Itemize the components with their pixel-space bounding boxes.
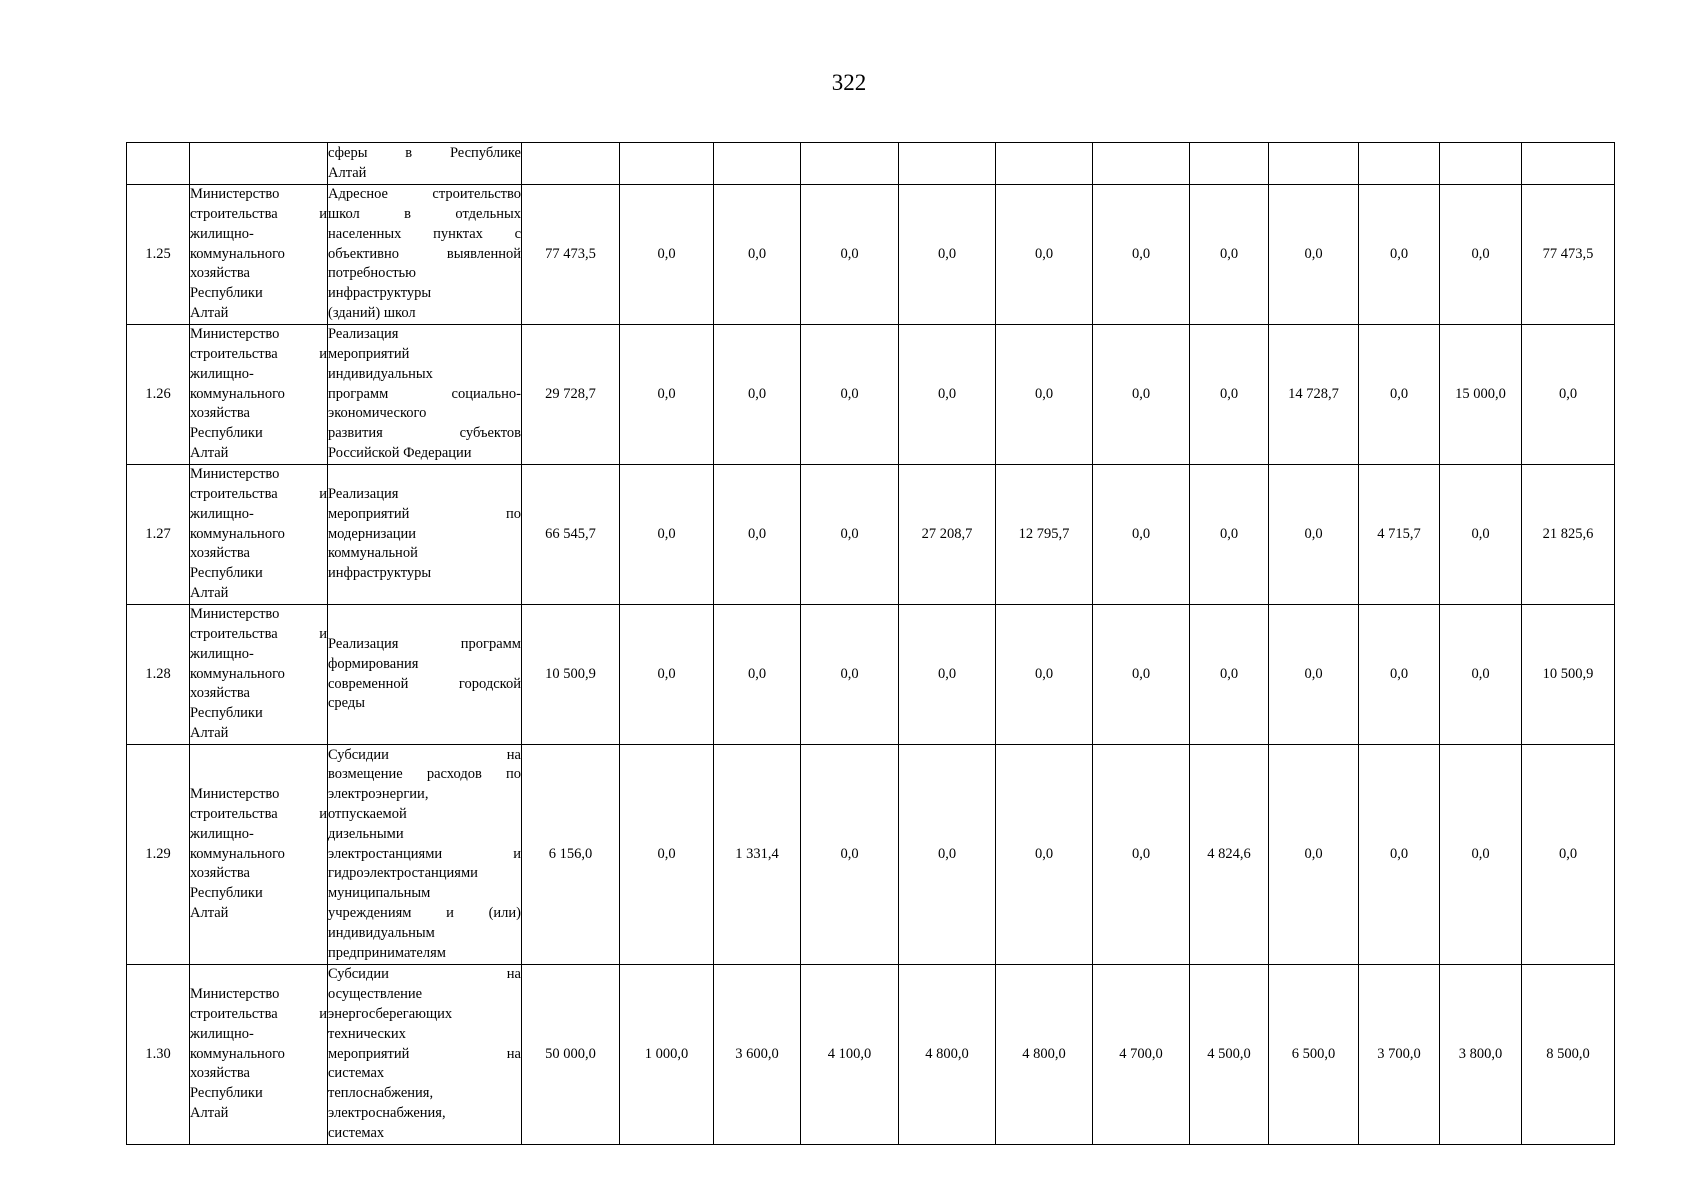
funding-value-cell: 0,0	[1093, 605, 1190, 745]
activity-text-line: коммунальной	[328, 545, 418, 562]
funding-value-cell	[1522, 143, 1615, 185]
funding-value-cell: 0,0	[899, 605, 996, 745]
funding-value-cell	[1440, 143, 1522, 185]
activity-text-line: Российской Федерации	[328, 444, 472, 461]
organization-text-line: жилищно-	[190, 1025, 254, 1042]
funding-value-cell: 0,0	[1093, 325, 1190, 465]
funding-value-cell: 0,0	[620, 465, 714, 605]
funding-value-cell	[1359, 143, 1440, 185]
funding-value-cell: 77 473,5	[1522, 185, 1615, 325]
activity-text-line: осуществление	[328, 986, 423, 1003]
organization-text-line: жилищно-	[190, 505, 254, 522]
funding-value-cell: 0,0	[620, 325, 714, 465]
activity-text-line: муниципальным	[328, 885, 431, 902]
organization-text-line: Алтай	[190, 1104, 229, 1121]
funding-value-cell: 0,0	[899, 185, 996, 325]
activity-text-line: индивидуальных	[328, 365, 433, 382]
total-value-cell: 29 728,7	[522, 325, 620, 465]
funding-value-cell: 1 331,4	[714, 745, 801, 965]
organization-text-line: строительства и	[190, 486, 327, 502]
organization-text-line: строительства и	[190, 626, 327, 642]
funding-value-cell: 0,0	[996, 325, 1093, 465]
funding-value-cell: 0,0	[1093, 465, 1190, 605]
activity-text-line: отпускаемой	[328, 806, 407, 822]
activity-name-cell	[328, 745, 522, 965]
activity-text-line: модернизации	[328, 525, 417, 542]
funding-value-cell: 0,0	[620, 745, 714, 965]
funding-value-cell: 0,0	[996, 185, 1093, 325]
activity-text-line: электроэнергии,	[328, 786, 429, 803]
funding-value-cell: 4 700,0	[1093, 965, 1190, 1145]
funding-value-cell: 0,0	[1359, 325, 1440, 465]
organization-text-line: строительства и	[190, 806, 327, 822]
funding-value-cell: 4 500,0	[1190, 965, 1269, 1145]
organization-text-line: жилищно-	[190, 365, 254, 382]
responsible-organization-cell	[190, 605, 328, 745]
organization-text-line: Республики	[190, 1085, 263, 1102]
organization-text-line: строительства и	[190, 1006, 327, 1022]
organization-text-line: хозяйства	[190, 685, 250, 702]
total-value-cell: 50 000,0	[522, 965, 620, 1145]
activity-text-line: системах	[328, 1065, 385, 1082]
responsible-organization-cell	[190, 965, 328, 1145]
funding-value-cell: 0,0	[801, 465, 899, 605]
activity-name-cell	[328, 465, 522, 605]
table-row	[127, 605, 1615, 745]
activity-text-line: электроснабжения,	[328, 1104, 446, 1121]
organization-text-line: хозяйства	[190, 865, 250, 882]
funding-value-cell: 0,0	[1190, 605, 1269, 745]
activity-text-line: технических	[328, 1025, 406, 1042]
funding-value-cell: 4 100,0	[801, 965, 899, 1145]
funding-value-cell: 0,0	[1190, 465, 1269, 605]
total-value-cell: 6 156,0	[522, 745, 620, 965]
row-number-cell: 1.25	[127, 185, 190, 325]
funding-value-cell: 0,0	[714, 185, 801, 325]
funding-value-cell: 0,0	[1269, 605, 1359, 745]
organization-text-line: Министерство	[190, 186, 280, 203]
funding-value-cell: 15 000,0	[1440, 325, 1522, 465]
responsible-organization-cell	[190, 325, 328, 465]
activity-text-line: электростанциями и	[328, 845, 521, 862]
activity-text-line: предпринимателям	[328, 944, 446, 961]
organization-text-line: Министерство	[190, 606, 280, 623]
organization-text-line: жилищно-	[190, 225, 254, 242]
organization-text-line: строительства и	[190, 346, 327, 362]
table-row	[127, 143, 1615, 185]
activity-text-line: инфраструктуры	[328, 285, 432, 302]
funding-value-cell: 3 700,0	[1359, 965, 1440, 1145]
activity-text-line: энергосберегающих	[328, 1006, 453, 1022]
funding-value-cell: 0,0	[996, 605, 1093, 745]
funding-value-cell: 0,0	[1522, 325, 1615, 465]
activity-text-line: развития субъектов	[328, 425, 521, 442]
activity-text-line: гидроэлектростанциями	[328, 865, 478, 882]
activity-text-line: экономического	[328, 405, 427, 422]
total-value-cell	[522, 143, 620, 185]
organization-text-line: Алтай	[190, 724, 229, 741]
organization-text-line: Республики	[190, 565, 263, 582]
funding-value-cell: 0,0	[1359, 745, 1440, 965]
row-number-cell: 1.28	[127, 605, 190, 745]
organization-text-line: Министерство	[190, 326, 280, 343]
funding-value-cell: 0,0	[1440, 465, 1522, 605]
funding-value-cell	[620, 143, 714, 185]
total-value-cell: 66 545,7	[522, 465, 620, 605]
budget-table	[126, 142, 1615, 1145]
activity-name-cell	[328, 325, 522, 465]
funding-value-cell: 8 500,0	[1522, 965, 1615, 1145]
funding-value-cell: 14 728,7	[1269, 325, 1359, 465]
funding-value-cell: 0,0	[1440, 605, 1522, 745]
organization-text-line: Алтай	[190, 904, 229, 921]
activity-text-line: учреждениям и (или)	[328, 904, 521, 921]
funding-value-cell	[1093, 143, 1190, 185]
funding-value-cell: 0,0	[801, 605, 899, 745]
activity-text-line: потребностью	[328, 265, 416, 282]
row-number-cell: 1.26	[127, 325, 190, 465]
organization-text-line: хозяйства	[190, 545, 250, 562]
funding-value-cell	[1269, 143, 1359, 185]
funding-value-cell: 4 715,7	[1359, 465, 1440, 605]
funding-value-cell	[996, 143, 1093, 185]
responsible-organization-cell	[190, 143, 328, 185]
activity-text-line: Субсидии на	[328, 746, 521, 763]
funding-value-cell: 0,0	[714, 465, 801, 605]
activity-text-line: дизельными	[328, 825, 404, 842]
activity-text-line: мероприятий	[328, 346, 410, 362]
activity-text-line: современной городской	[328, 675, 521, 692]
funding-value-cell: 0,0	[899, 325, 996, 465]
funding-value-cell: 3 800,0	[1440, 965, 1522, 1145]
organization-text-line: Министерство	[190, 986, 280, 1003]
total-value-cell: 10 500,9	[522, 605, 620, 745]
funding-value-cell: 0,0	[1093, 185, 1190, 325]
activity-text-line: Реализация	[328, 326, 399, 343]
funding-value-cell: 1 000,0	[620, 965, 714, 1145]
activity-text-line: Адресное строительство	[328, 186, 521, 203]
activity-text-line: школ в отдельных	[328, 206, 521, 222]
row-number-cell: 1.27	[127, 465, 190, 605]
funding-value-cell	[1190, 143, 1269, 185]
activity-text-line: теплоснабжения,	[328, 1085, 434, 1102]
funding-value-cell: 4 800,0	[899, 965, 996, 1145]
activity-text-line: мероприятий на	[328, 1045, 521, 1062]
activity-text-line: системах	[328, 1124, 385, 1141]
funding-value-cell: 21 825,6	[1522, 465, 1615, 605]
organization-text-line: Алтай	[190, 304, 229, 321]
organization-text-line: Алтай	[190, 444, 229, 461]
organization-text-line: строительства и	[190, 206, 327, 222]
activity-text-line: Реализация программ	[328, 635, 521, 652]
funding-value-cell: 0,0	[714, 605, 801, 745]
organization-text-line: коммунального	[190, 525, 285, 542]
activity-text-line: инфраструктуры	[328, 565, 432, 582]
organization-text-line: хозяйства	[190, 1065, 250, 1082]
activity-text-line: среды	[328, 695, 366, 712]
activity-name-cell	[328, 143, 522, 185]
organization-text-line: Министерство	[190, 466, 280, 483]
funding-value-cell: 0,0	[620, 605, 714, 745]
funding-value-cell	[801, 143, 899, 185]
organization-text-line: Министерство	[190, 786, 280, 803]
funding-value-cell: 10 500,9	[1522, 605, 1615, 745]
funding-value-cell: 0,0	[1190, 185, 1269, 325]
activity-text-line: индивидуальным	[328, 924, 435, 941]
row-number-cell: 1.29	[127, 745, 190, 965]
organization-text-line: коммунального	[190, 245, 285, 262]
organization-text-line: Республики	[190, 885, 263, 902]
table-row	[127, 185, 1615, 325]
funding-value-cell: 0,0	[1359, 605, 1440, 745]
funding-value-cell: 0,0	[1440, 185, 1522, 325]
funding-value-cell: 0,0	[801, 325, 899, 465]
activity-text-line: формирования	[328, 655, 419, 672]
row-number-cell: 1.30	[127, 965, 190, 1145]
organization-text-line: Алтай	[190, 584, 229, 601]
organization-text-line: коммунального	[190, 385, 285, 402]
page-number: 322	[831, 70, 867, 95]
responsible-organization-cell	[190, 465, 328, 605]
organization-text-line: хозяйства	[190, 405, 250, 422]
table-body	[127, 143, 1615, 1145]
activity-name-cell	[328, 965, 522, 1145]
funding-value-cell: 0,0	[1190, 325, 1269, 465]
funding-value-cell: 27 208,7	[899, 465, 996, 605]
table-row	[127, 325, 1615, 465]
funding-value-cell: 0,0	[1440, 745, 1522, 965]
funding-value-cell: 0,0	[1093, 745, 1190, 965]
funding-value-cell: 0,0	[801, 745, 899, 965]
funding-value-cell: 4 824,6	[1190, 745, 1269, 965]
funding-value-cell: 6 500,0	[1269, 965, 1359, 1145]
funding-value-cell: 3 600,0	[714, 965, 801, 1145]
funding-value-cell: 0,0	[996, 745, 1093, 965]
organization-text-line: хозяйства	[190, 265, 250, 282]
funding-value-cell: 0,0	[1269, 465, 1359, 605]
organization-text-line: жилищно-	[190, 645, 254, 662]
responsible-organization-cell	[190, 185, 328, 325]
activity-name-cell	[328, 605, 522, 745]
funding-value-cell: 0,0	[1359, 185, 1440, 325]
row-number-cell	[127, 143, 190, 185]
activity-text-line: возмещение расходов по	[328, 766, 521, 783]
activity-text-line: Реализация	[328, 486, 399, 502]
funding-value-cell: 12 795,7	[996, 465, 1093, 605]
funding-value-cell: 0,0	[899, 745, 996, 965]
funding-value-cell	[714, 143, 801, 185]
organization-text-line: коммунального	[190, 665, 285, 682]
activity-text-line: населенных пунктах с	[328, 225, 521, 242]
table-row	[127, 745, 1615, 965]
activity-text-line: Субсидии на	[328, 966, 521, 983]
activity-text-line: (зданий) школ	[328, 304, 416, 321]
table-row	[127, 965, 1615, 1145]
organization-text-line: коммунального	[190, 1045, 285, 1062]
funding-value-cell: 0,0	[1269, 745, 1359, 965]
total-value-cell: 77 473,5	[522, 185, 620, 325]
funding-value-cell: 0,0	[714, 325, 801, 465]
funding-value-cell: 0,0	[620, 185, 714, 325]
responsible-organization-cell	[190, 745, 328, 965]
funding-value-cell: 0,0	[1269, 185, 1359, 325]
activity-text-line: Алтай	[328, 164, 367, 181]
organization-text-line: жилищно-	[190, 825, 254, 842]
organization-text-line: Республики	[190, 425, 263, 442]
organization-text-line: коммунального	[190, 845, 285, 862]
activity-text-line: сферы в Республике	[328, 144, 521, 161]
funding-value-cell: 0,0	[1522, 745, 1615, 965]
organization-text-line: Республики	[190, 705, 263, 722]
activity-text-line: мероприятий по	[328, 505, 521, 522]
activity-name-cell	[328, 185, 522, 325]
activity-text-line: программ социально-	[328, 385, 521, 402]
activity-text-line: объективно выявленной	[328, 245, 521, 262]
table-row	[127, 465, 1615, 605]
funding-value-cell	[899, 143, 996, 185]
funding-value-cell: 4 800,0	[996, 965, 1093, 1145]
funding-value-cell: 0,0	[801, 185, 899, 325]
organization-text-line: Республики	[190, 285, 263, 302]
